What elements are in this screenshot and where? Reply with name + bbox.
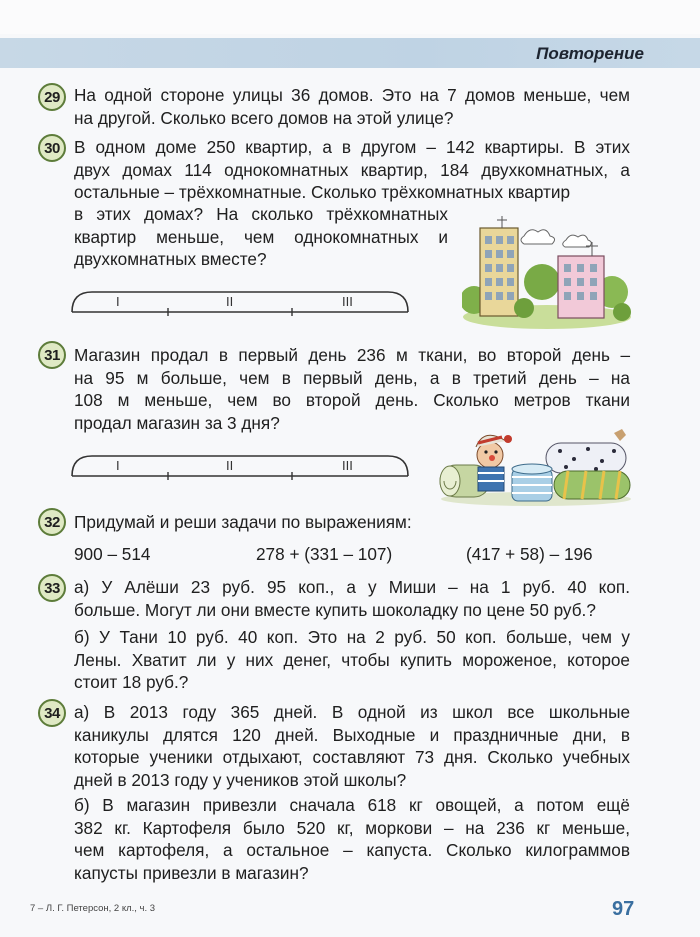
text-line: больше. Могут ли они вместе купить шоколадку по цене 50 руб.? (74, 599, 596, 620)
task-number-32: 32 (38, 508, 66, 536)
segment-label-3: III (342, 294, 353, 309)
section-title: Повторение (536, 44, 644, 63)
text-line: остальные – трёхкомнатные. Сколько трёхкомнатных квартир (74, 182, 571, 202)
page-number: 97 (612, 898, 635, 920)
expression-1: 900 – 514 (74, 544, 151, 564)
text-line: а) В 2013 году 365 дней. В одной из школ все школьные (74, 702, 630, 722)
task-34b-text (74, 794, 630, 884)
task-number-29: 29 (38, 83, 66, 111)
segment-diagram-30 (70, 288, 415, 318)
text-line: Лены. Хватит ли у них денег, чтобы купить мороженое, которое (74, 649, 630, 670)
text-line: 382 кг. Картофеля было 520 кг, моркови – на 236 кг меньше, (74, 817, 630, 838)
expression-2: 278 + (331 – 107) (256, 544, 393, 564)
text-line: чем картофеля, а остальное – капуста. Сколько килограммов (74, 840, 630, 860)
text-line: двух домах 114 однокомнатных квартир, 184 двухкомнатных, а (74, 159, 630, 180)
fabric-rolls-illustration (436, 425, 636, 512)
segment-label-1: I (116, 294, 120, 309)
imprint-line: 7 – Л. Г. Петерсон, 2 кл., ч. 3 (30, 903, 156, 914)
text-line: Придумай и реши задачи по выражениям: (74, 512, 412, 532)
task-number-34: 34 (38, 699, 66, 727)
task-number-31: 31 (38, 341, 66, 369)
segment-label-3: III (342, 458, 353, 473)
text-line: каникулы длятся 120 дней. Выходные и праздничные дни, в (74, 724, 630, 745)
task-30-text (74, 136, 630, 204)
expression-3: (417 + 58) – 196 (466, 544, 593, 564)
text-line: на другой. Сколько всего домов на этой улице? (74, 107, 454, 128)
text-line: которые ученики отдыхают, составляют 73 дня. Сколько учебных (74, 747, 630, 767)
task-number-30: 30 (38, 134, 66, 162)
task-32-text (74, 511, 412, 534)
text-line: б) В магазин привезли сначала 618 кг овощей, а потом ещё (74, 795, 630, 815)
text-line: а) У Алёши 23 руб. 95 коп., а у Миши – на 1 руб. 40 коп. (74, 577, 630, 597)
houses-illustration (462, 212, 632, 335)
text-line: 108 м меньше, чем во второй день. Сколько метров ткани (74, 390, 630, 410)
segment-label-2: II (226, 458, 234, 473)
text-line: капусты привезли в магазин? (74, 862, 309, 883)
text-line: Магазин продал в первый день 236 м ткани, во второй день – (74, 345, 630, 365)
top-margin (0, 0, 700, 34)
text-line: на 95 м больше, чем в первый день, а в третий день – на (74, 367, 630, 388)
text-line: квартир меньше, чем однокомнатных и (74, 226, 448, 247)
task-33b-text (74, 626, 630, 694)
task-34a-text (74, 701, 630, 791)
task-number-33: 33 (38, 574, 66, 602)
segment-diagram-31 (70, 452, 415, 482)
task-33a-text (74, 576, 630, 621)
text-line: На одной стороне улицы 36 домов. Это на 7 домов меньше, чем (74, 85, 630, 105)
text-line: в этих домах? На сколько трёхкомнатных (74, 204, 448, 224)
segment-label-1: I (116, 458, 120, 473)
text-line: стоит 18 руб.? (74, 672, 189, 692)
text-line: б) У Тани 10 руб. 40 коп. Это на 2 руб. 50 коп. больше, чем у (74, 627, 630, 647)
text-line: дней в 2013 году у учеников этой школы? (74, 769, 407, 790)
task-30-text-cont (74, 203, 448, 271)
task-29-text (74, 84, 630, 129)
task-31-text (74, 344, 630, 434)
text-line: двухкомнатных вместе? (74, 249, 267, 269)
text-line: В одном доме 250 квартир, а в другом – 142 квартиры. В этих (74, 137, 630, 157)
text-line: продал магазин за 3 дня? (74, 412, 280, 433)
segment-label-2: II (226, 294, 234, 309)
